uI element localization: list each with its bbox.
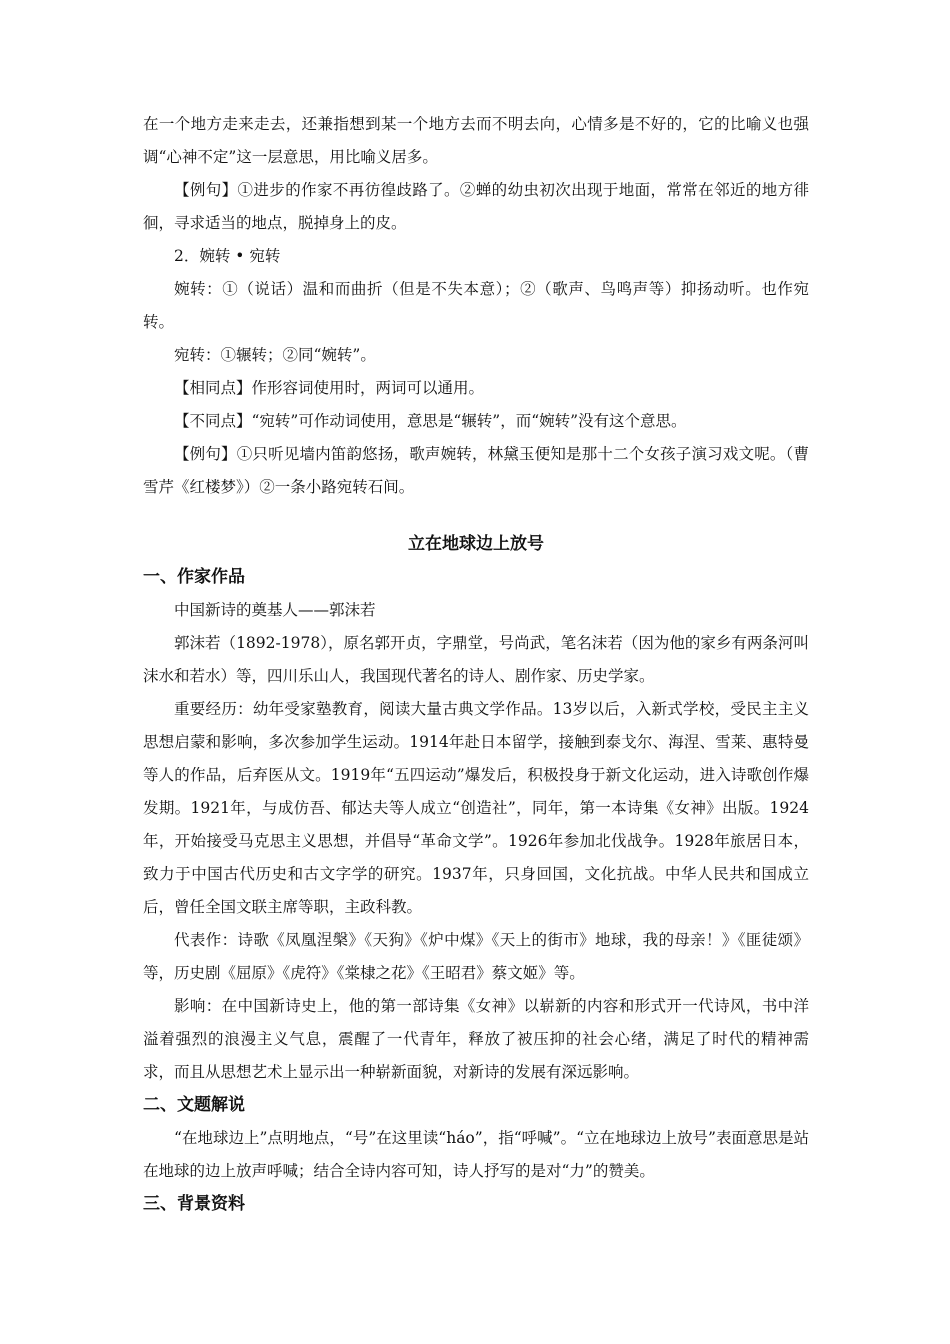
- paragraph-title-explanation: “在地球边上”点明地点，“号”在这里读“háo”，指“呼喊”。“立在地球边上放号”表面意思是站在地球的边上放声呼喊；结合全诗内容可知，诗人抒写的是对“力”的赞美。: [143, 1129, 809, 1180]
- paragraph-wanzhuan-def: 婉转：①（说话）温和而曲折（但是不失本意）；②（歌声、鸟鸣声等）抑扬动听。也作宛转。: [143, 280, 809, 331]
- section-heading-author: 一、作家作品: [143, 567, 245, 587]
- paragraph-example-2: 【例句】①只听见墙内笛韵悠扬，歌声婉转，林黛玉便知是那十二个女孩子演习戏文呢。（曹雪芹《红楼梦》）②一条小路宛转石间。: [143, 445, 809, 496]
- section-heading-title-explanation: 二、文题解说: [143, 1095, 245, 1115]
- lesson-title: 立在地球边上放号: [408, 534, 544, 554]
- paragraph-author-subtitle: 中国新诗的奠基人——郭沫若: [174, 601, 376, 619]
- paragraph-example-1: 【例句】①进步的作家不再彷徨歧路了。②蝉的幼虫初次出现于地面，常常在邻近的地方徘徊，寻求适当的地点，脱掉身上的皮。: [143, 181, 809, 232]
- paragraph-author-works: 代表作：诗歌《凤凰涅槃》《天狗》《炉中煤》《天上的街市》地球，我的母亲！》《匪徒颂》等，历史剧《屈原》《虎符》《棠棣之花》《王昭君》蔡文姬》等。: [143, 931, 809, 982]
- section-heading-background: 三、背景资料: [143, 1194, 245, 1214]
- paragraph-difference: 【不同点】“宛转”可作动词使用，意思是“辗转”，而“婉转”没有这个意思。: [174, 412, 687, 430]
- paragraph-author-experience: 重要经历：幼年受家塾教育，阅读大量古典文学作品。13岁以后，入新式学校，受民主主义思想启蒙和影响，多次参加学生运动。1914年赴日本留学，接触到泰戈尔、海涅、雪莱、惠特曼等人的作品，后弃医从文。1919年“五四运动”爆发后，积极投身于新文化运动，进入诗歌创作爆发期。1921年，与成仿吾、郁达夫等人成立“创造社”，同年，第一本诗集《女神》出版。1924年，开始接受马克思主义思想，并倡导“革命文学”。1926年参加北伐战争。1928年旅居日本，致力于中国古代历史和古文字学的研究。1937年，只身回国，文化抗战。中华人民共和国成立后，曾任全国文联主席等职，主政科教。: [143, 700, 809, 916]
- document-page: [143, 108, 809, 1221]
- paragraph-similarity: 【相同点】作形容词使用时，两词可以通用。: [174, 379, 485, 397]
- paragraph-wanzhuan2-def: 宛转：①辗转；②同“婉转”。: [174, 346, 376, 364]
- paragraph-author-influence: 影响：在中国新诗史上，他的第一部诗集《女神》以崭新的内容和形式开一代诗风，书中洋溢着强烈的浪漫主义气息，震醒了一代青年，释放了被压抑的社会心绪，满足了时代的精神需求，而且从思想艺术上显示出一种崭新面貌，对新诗的发展有深远影响。: [143, 997, 809, 1081]
- paragraph-continuation: 在一个地方走来走去，还兼指想到某一个地方去而不明去向，心情多是不好的，它的比喻义也强调“心神不定”这一层意思，用比喻义居多。: [143, 115, 809, 166]
- paragraph-item-2-heading: 2．婉转 • 宛转: [174, 247, 281, 265]
- paragraph-author-bio: 郭沫若（1892-1978），原名郭开贞，字鼎堂，号尚武，笔名沫若（因为他的家乡有两条河叫沫水和若水）等，四川乐山人，我国现代著名的诗人、剧作家、历史学家。: [143, 634, 809, 685]
